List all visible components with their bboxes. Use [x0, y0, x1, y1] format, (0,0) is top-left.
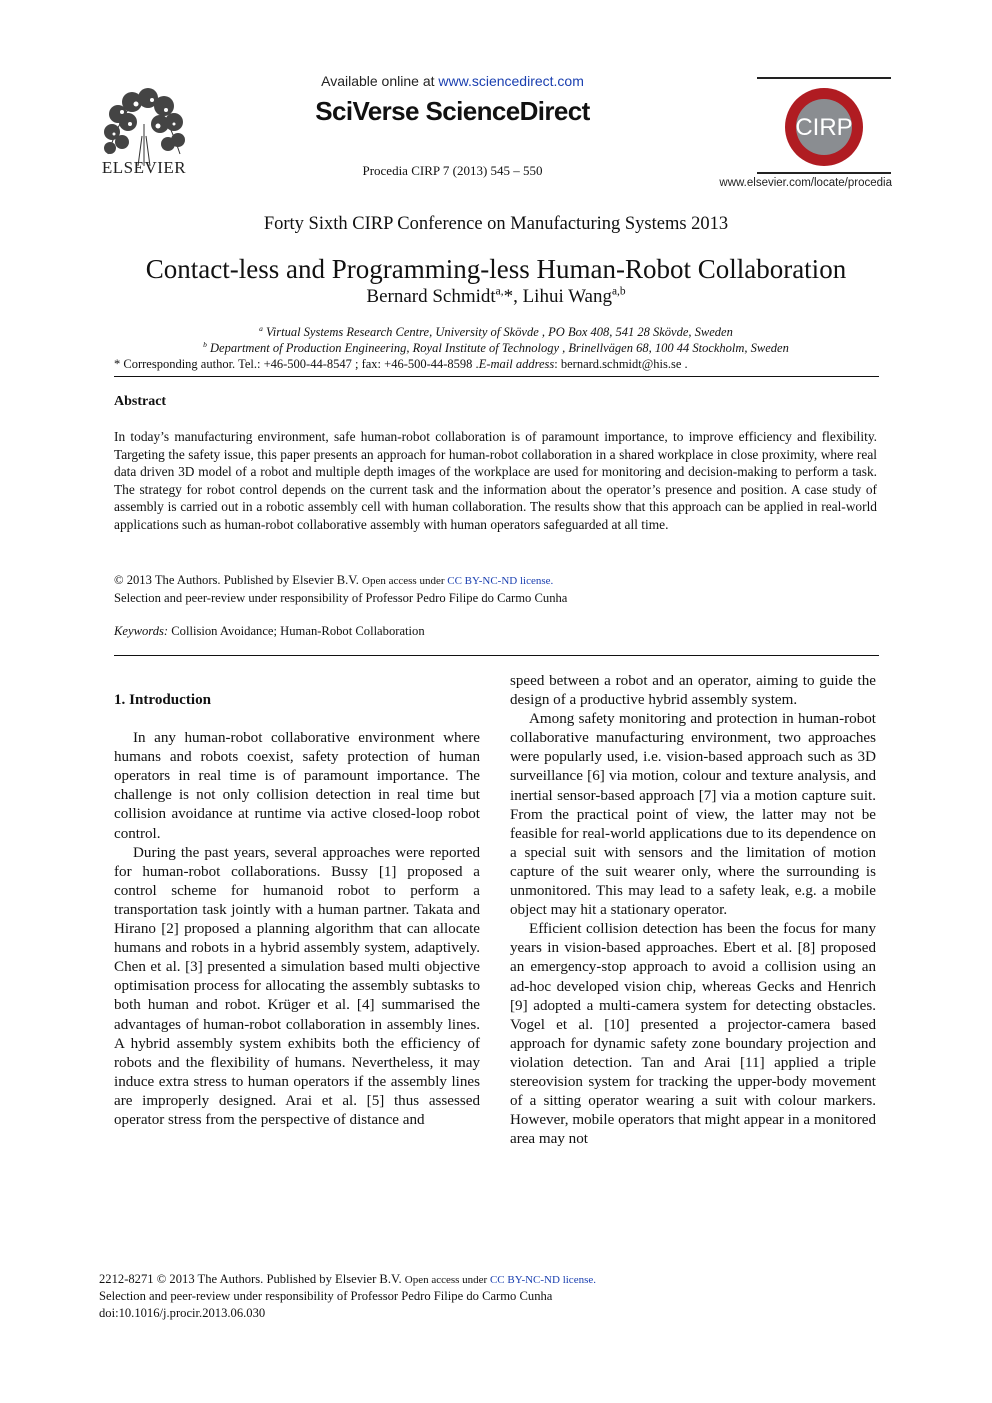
affiliation-b — [0, 341, 992, 356]
affiliation-text: Virtual Systems Research Centre, University of Skövde , PO Box 408, 541 28 Skövde, Sweden — [262, 325, 733, 339]
abstract-text: In today’s manufacturing environment, safe human-robot collaboration is of paramount importance, to improve efficiency and flexibility. Targeting the safety issue, this paper presents an approach for human-robot collaboration in a shared workplace in close proximity, where real data driven 3D model of a robot and multiple depth images of the workplace are used for monitoring and decision-making to perform a task. The strategy for robot control depends on the current task and the information about the operator’s presence and position. A case study of assembly is carried out in a robotic assembly cell with human collaboration. The results show that this approach can be applied in real-world applications such as human-robot collaborative assembly with human operators safeguarded at all time. — [114, 429, 877, 532]
keywords-label: Keywords: — [114, 624, 169, 638]
affiliation-mark: b — [203, 339, 207, 349]
journal-homepage-link[interactable]: www.elsevier.com/locate/procedia — [719, 177, 892, 189]
footer-license-link[interactable]: CC BY-NC-ND license. — [489, 1274, 596, 1286]
abstract-top-rule — [114, 376, 879, 377]
section-heading: 1. Introduction — [114, 692, 212, 708]
sciverse-logo-text: SciVerse ScienceDirect — [315, 96, 590, 126]
cirp-logo-text: CIRP — [795, 114, 853, 141]
conference-name: Forty Sixth CIRP Conference on Manufacturing Systems 2013 — [263, 214, 729, 234]
open-access-text: Open access under — [362, 575, 448, 587]
elsevier-wordmark: ELSEVIER — [101, 158, 187, 177]
body-paragraph: Efficient collision detection has been the focus for many years in vision-based approaches. Ebert et al. [8] proposed an emergency-stop approach to avoid a collision using an ad-hoc developed vision chip, whereas Gecks and Henrich [9] adopted a multi-camera system for detecting obstacles. Vogel et al. [10] presented a projector-camera based approach for dynamic safety zone boundary projection and violation detection. Tan and Arai [11] applied a triple stereovision system for tracking the upper-body movement of a sitting operator wearing a suit with colour markers. However, mobile operators that might appear in a monitored area may not — [510, 921, 876, 1148]
abstract-bottom-rule — [114, 655, 879, 656]
corresponding-email: : bernard.schmidt@his.se . — [554, 357, 688, 371]
author-affiliation-mark: a, — [495, 285, 504, 298]
footer-doi: doi:10.1016/j.procir.2013.06.030 — [99, 1306, 266, 1320]
body-paragraph: speed between a robot and an operator, aiming to guide the design of a productive hybrid assembly system. — [510, 673, 876, 709]
cirp-header-rule-top — [757, 77, 891, 79]
affiliation-a — [0, 325, 992, 340]
author-affiliation-mark: a,b — [612, 285, 626, 298]
author-suffix: *, — [503, 286, 523, 307]
sciencedirect-link[interactable]: www.sciencedirect.com — [438, 73, 584, 89]
body-paragraph: During the past years, several approaches were reported for human-robot collaborations. Bussy [1] proposed a control scheme for humanoid robot to perform a transportation task jointly with a human partner. Takata and Hirano [2] proposed a planning algorithm that can allocate humans and robots in a hybrid assembly system, adaptively. Chen et al. [3] presented a simulation based multi objective optimisation process for allocating the assembly subtasks to both human and robot. Krüger et al. [4] summarised the advantages of human-robot collaboration in assembly lines. A hybrid assembly system exhibits both the efficiency of robots and the flexibility of humans. Nevertheless, it may induce extra stress to human operators if the assembly lines are improperly designed. Arai et al. [5] thus assessed operator stress from the perspective of distance and — [114, 844, 480, 1128]
affiliation-text: Department of Production Engineering, Royal Institute of Technology , Brinellvägen 68, 100 44 Stockholm, Sweden — [206, 341, 789, 355]
author-name: Lihui Wang — [522, 286, 612, 307]
corresponding-author-note — [114, 357, 688, 372]
copyright-text: © 2013 The Authors. Published by Elsevier B.V. — [114, 573, 363, 587]
body-paragraph: In any human-robot collaborative environment where humans and robots coexist, safety protection of human operators in real time is of paramount importance. The challenge is not only collision detection in real time but collision avoidance at runtime via active closed-loop robot control. — [114, 730, 480, 842]
footer-copyright — [99, 1272, 596, 1287]
affiliation-mark: a — [259, 323, 263, 333]
cirp-header-rule-bottom — [757, 172, 891, 174]
author-name: Bernard Schmidt — [366, 286, 496, 307]
abstract-heading: Abstract — [114, 394, 167, 409]
available-online-line — [300, 73, 605, 89]
left-column — [114, 672, 480, 1130]
footer-peer-review: Selection and peer-review under responsibility of Professor Pedro Filipe do Carmo Cunha — [99, 1289, 553, 1303]
copyright-line — [114, 573, 553, 588]
paper-title: Contact-less and Programming-less Human-Robot Collaboration — [145, 254, 847, 284]
email-label: E-mail address — [478, 357, 555, 371]
corresponding-contact: * Corresponding author. Tel.: +46-500-44-8547 ; fax: +46-500-44-8598 . — [114, 357, 479, 371]
keywords-line — [114, 624, 425, 639]
available-online-prefix: Available online at — [321, 73, 439, 89]
cirp-logo — [783, 86, 865, 168]
footer-open-access: Open access under — [404, 1274, 490, 1286]
journal-citation: Procedia CIRP 7 (2013) 545 – 550 — [362, 163, 543, 178]
author-list — [0, 286, 992, 308]
footer-issn-text: 2212-8271 © 2013 The Authors. Published by Elsevier B.V. — [99, 1272, 405, 1286]
license-link[interactable]: CC BY-NC-ND license. — [447, 575, 554, 587]
body-paragraph: Among safety monitoring and protection in human-robot collaborative manufacturing environment, two approaches were popularly used, i.e. vision-based approach such as 3D surveillance [6] via motion, colour and texture analysis, and inertial sensor-based approach [7] via a motion capture suit. From the practical point of view, the latter may not be feasible for real-world applications due to its dependence on a special suit with sensors and the limitation of motion capture of the suit wearer only, where the surrounding is unmonitored. This may lead to a safety leak, e.g. a mobile object may hit a stationary operator. — [510, 711, 876, 919]
right-column — [510, 672, 876, 1149]
peer-review-note: Selection and peer-review under responsibility of Professor Pedro Filipe do Carmo Cunha — [114, 591, 568, 605]
keywords-list: Collision Avoidance; Human-Robot Collaboration — [168, 624, 425, 638]
